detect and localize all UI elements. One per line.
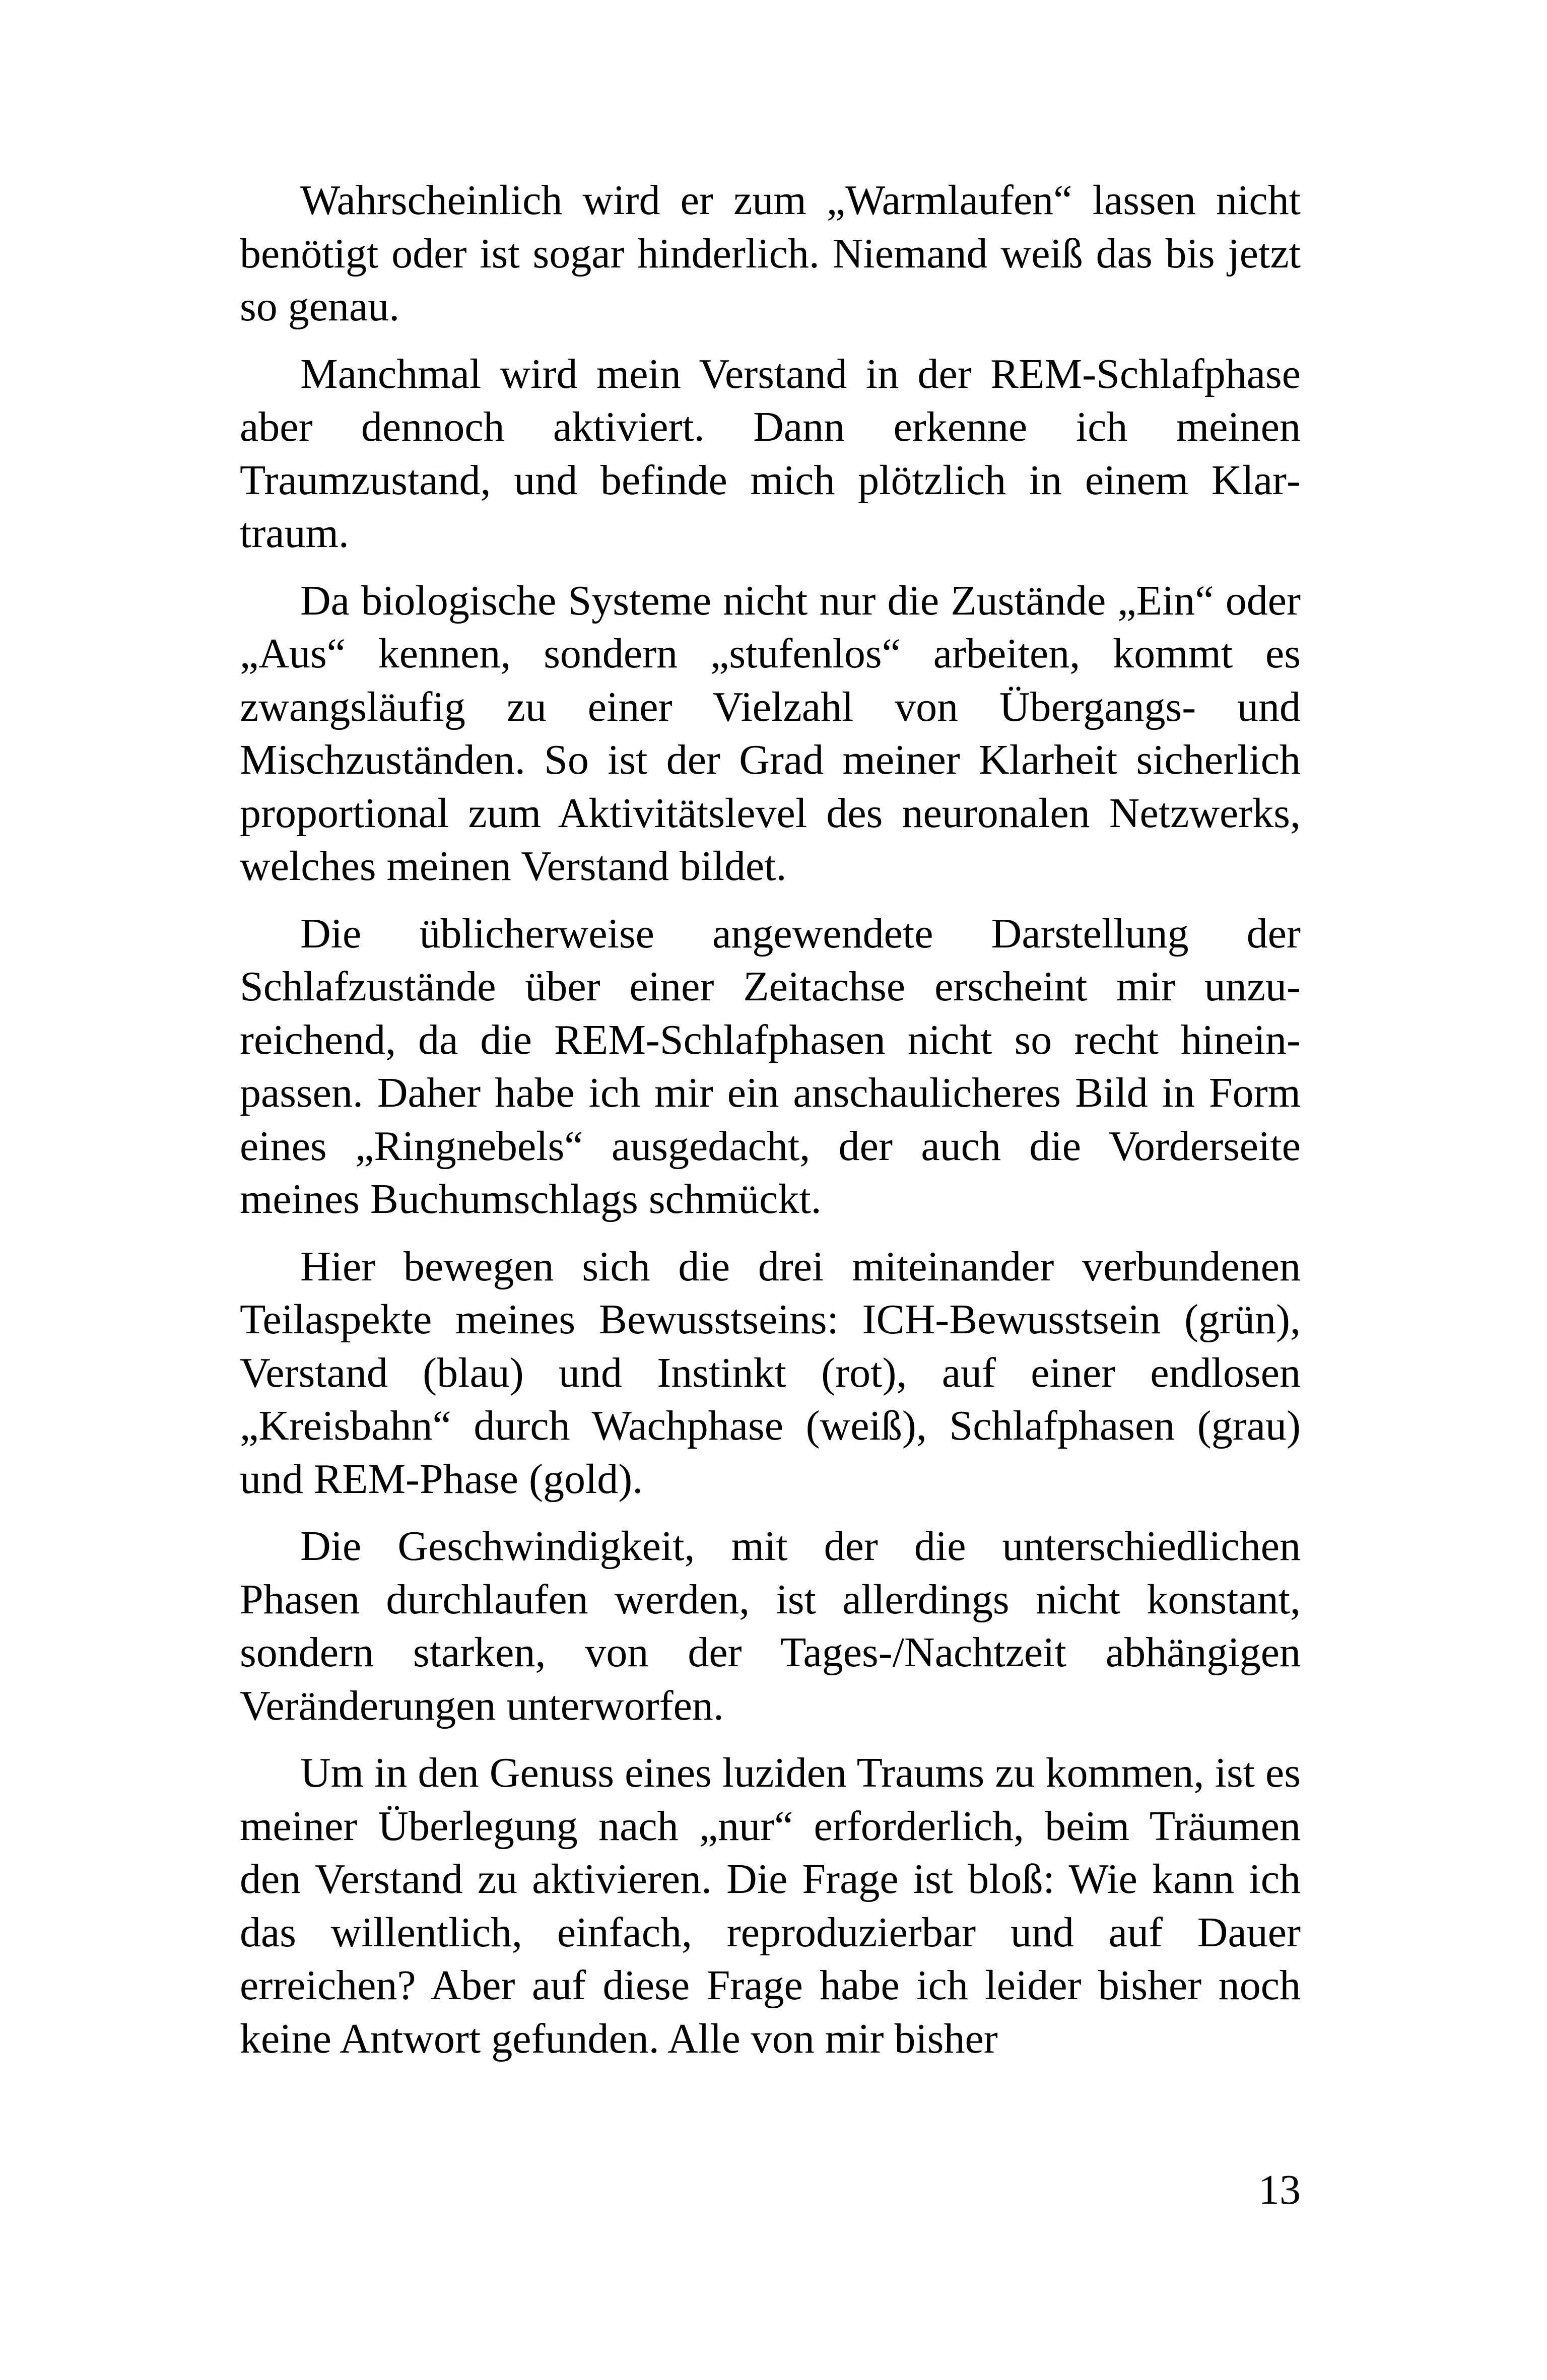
body-text [240,174,1301,2079]
paragraph-2: Manchmal wird mein Verstand in der REM-Schlafphase aber dennoch aktiviert. Dann erkenne ich meinen Traumzustand, und befinde mich plötzlich in einem Klartraum. [240,350,1301,557]
paragraph-6: Die Geschwindigkeit, mit der die unterschiedlichen Phasen durchlaufen werden, ist allerdings nicht konstant, sondern starken, von der Tages-/Nachtzeit abhängigen Veränderungen unterworfen. [240,1523,1301,1729]
paragraph-5: Hier bewegen sich die drei miteinander verbundenen Teilaspekte meines Bewusstseins: ICH-Bewusstsein (grün), Verstand (blau) und Instinkt (rot), auf einer endlosen „Kreisbahn“ durch Wachphase (weiß), Schlafphasen (grau) und REM-Phase (gold). [240,1243,1301,1503]
page-number: 13 [1258,2166,1301,2213]
paragraph-3: Da biologische Systeme nicht nur die Zustände „Ein“ oder „Aus“ kennen, sondern „stufenlos“ arbeiten, kommt es zwangsläufig zu einer Vielzahl von Übergangs- und Mischzuständen. So ist der Grad meiner Klarheit sicherlich proportional zum Aktivitätslevel des neuronalen Netzwerks, welches meinen Verstand bildet. [240,577,1301,890]
paragraph-7: Um in den Genuss eines luziden Traums zu kommen, ist es meiner Überlegung nach „nur“ erforderlich, beim Träumen den Verstand zu aktivieren. Die Frage ist bloß: Wie kann ich das willentlich, einfach, reproduzierbar und auf Dauer erreichen? Aber auf diese Frage habe ich leider bisher noch keine Antwort gefunden. Alle von mir bisher [240,1749,1301,2062]
paragraph-4: Die üblicherweise angewendete Darstellung der Schlafzustände über einer Zeitachse erscheint mir unzureichend, da die REM-Schlafphasen nicht so recht hineinpassen. Daher habe ich mir ein anschaulicheres Bild in Form eines „Ringnebels“ ausgedacht, der auch die Vorderseite meines Buchumschlags schmückt. [240,910,1301,1222]
paragraph-1: Wahrscheinlich wird er zum „Warmlaufen“ lassen nicht benötigt oder ist sogar hinderlich. Niemand weiß das bis jetzt so genau. [240,177,1301,330]
